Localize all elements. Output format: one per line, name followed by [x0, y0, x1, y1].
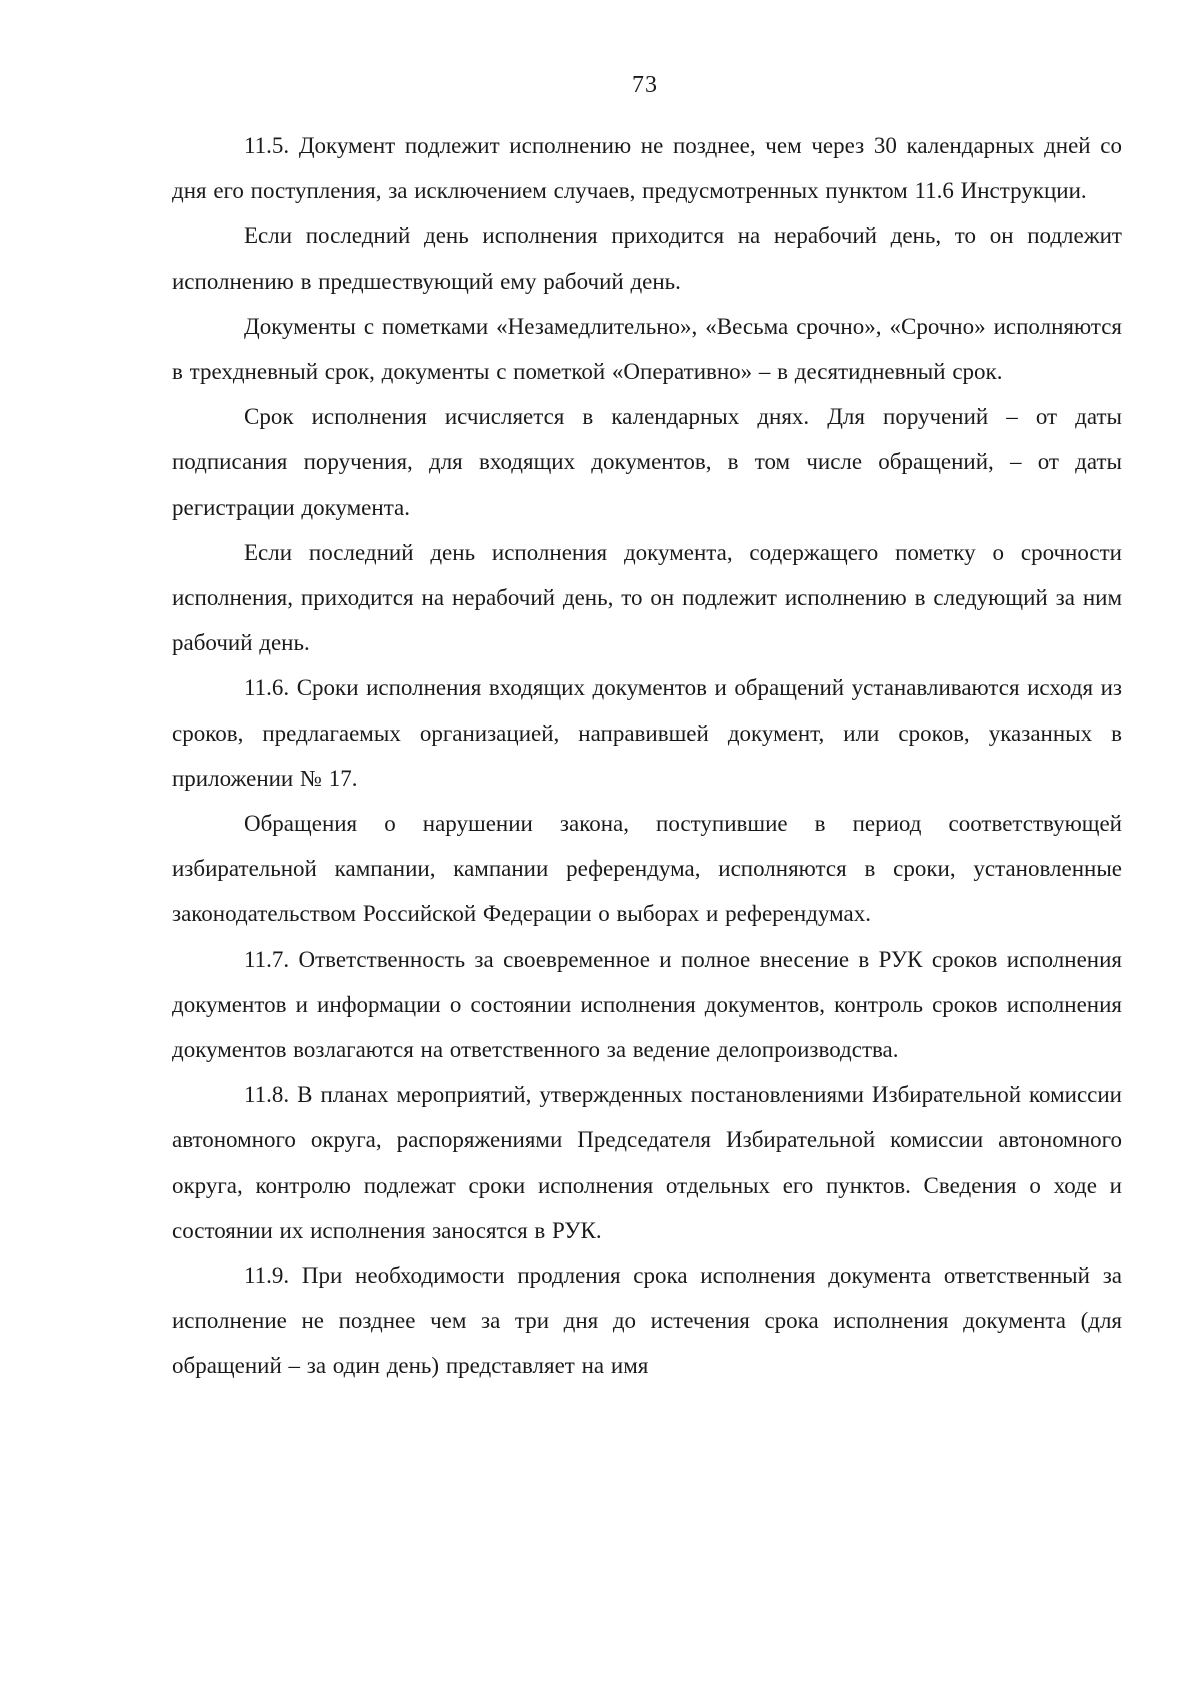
- paragraph-11-6: 11.6. Сроки исполнения входящих документов и обращений устанавливаются исходя из сроков, предлагаемых организацией, направившей документ, или сроков, указанных в приложении № 17.: [172, 675, 1122, 791]
- paragraph-last-day-nonworking: Если последний день исполнения приходится на нерабочий день, то он подлежит исполнению в предшествующий ему рабочий день.: [172, 223, 1122, 294]
- paragraph-election-appeals: Обращения о нарушении закона, поступившие в период соответствующей избирательной кампании, кампании референдума, исполняются в сроки, установленные законодательством Российской Федерации о выборах и референдумах.: [172, 811, 1122, 927]
- document-body: [172, 123, 1122, 1389]
- page-number: 73: [632, 72, 658, 98]
- paragraph-11-5: 11.5. Документ подлежит исполнению не позднее, чем через 30 календарных дней со дня его поступления, за исключением случаев, предусмотренных пунктом 11.6 Инструкции.: [172, 133, 1122, 204]
- paragraph-11-8: 11.8. В планах мероприятий, утвержденных постановлениями Избирательной комиссии автономного округа, распоряжениями Председателя Избирательной комиссии автономного округа, контролю подлежат сроки исполнения отдельных его пунктов. Сведения о ходе и состоянии их исполнения заносятся в РУК.: [172, 1082, 1122, 1243]
- paragraph-urgent-nonworking: Если последний день исполнения документа, содержащего пометку о срочности исполнения, приходится на нерабочий день, то он подлежит исполнению в следующий за ним рабочий день.: [172, 539, 1122, 656]
- paragraph-urgent-marks: Документы с пометками «Незамедлительно», «Весьма срочно», «Срочно» исполняются в трехдневный срок, документы с пометкой «Оперативно» – в десятидневный срок.: [172, 313, 1122, 385]
- paragraph-11-9: 11.9. При необходимости продления срока исполнения документа ответственный за исполнение не позднее чем за три дня до истечения срока исполнения документа (для обращений – за один день) представляет на имя: [172, 1263, 1122, 1379]
- paragraph-11-7: 11.7. Ответственность за своевременное и полное внесение в РУК сроков исполнения документов и информации о состоянии исполнения документов, контроль сроков исполнения документов возлагаются на ответственного за ведение делопроизводства.: [172, 946, 1122, 1063]
- paragraph-calendar-days: Срок исполнения исчисляется в календарных днях. Для поручений – от даты подписания поручения, для входящих документов, в том числе обращений, – от даты регистрации документа.: [172, 404, 1122, 520]
